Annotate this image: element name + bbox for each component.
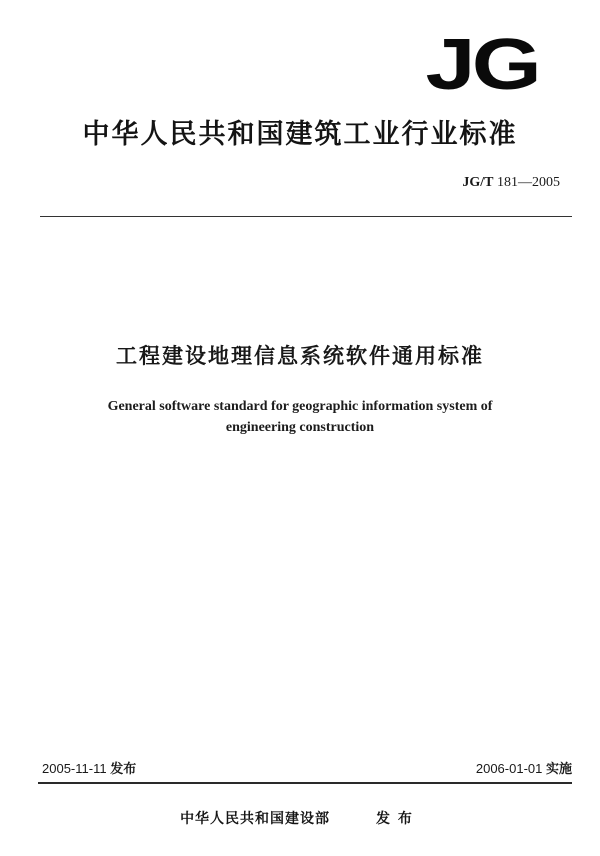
publish-date-value: 2005-11-11 (42, 761, 107, 776)
top-divider (40, 216, 572, 217)
main-title-chinese: 工程建设地理信息系统软件通用标准 (116, 344, 484, 368)
publisher-line (0, 808, 600, 828)
standard-number (462, 175, 560, 191)
publish-date (42, 758, 136, 777)
issuer-title: 中华人民共和国建筑工业行业标准 (82, 119, 518, 150)
english-title-line-1: General software standard for geographic information system of (107, 399, 493, 414)
publisher-issue-label: 发布 (375, 811, 420, 827)
english-title (60, 396, 540, 438)
publish-date-label: 发布 (110, 762, 137, 777)
effective-date (476, 758, 572, 777)
effective-date-value: 2006-01-01 (475, 761, 543, 776)
english-title-line-2: engineering construction (225, 420, 375, 435)
publisher-name: 中华人民共和国建设部 (180, 811, 331, 827)
standard-number-value: 181—2005 (497, 175, 560, 190)
bottom-divider (38, 782, 572, 784)
effective-date-label: 实施 (545, 762, 572, 777)
standard-code: JG/T (462, 175, 494, 190)
jg-logo: JG (425, 25, 538, 105)
